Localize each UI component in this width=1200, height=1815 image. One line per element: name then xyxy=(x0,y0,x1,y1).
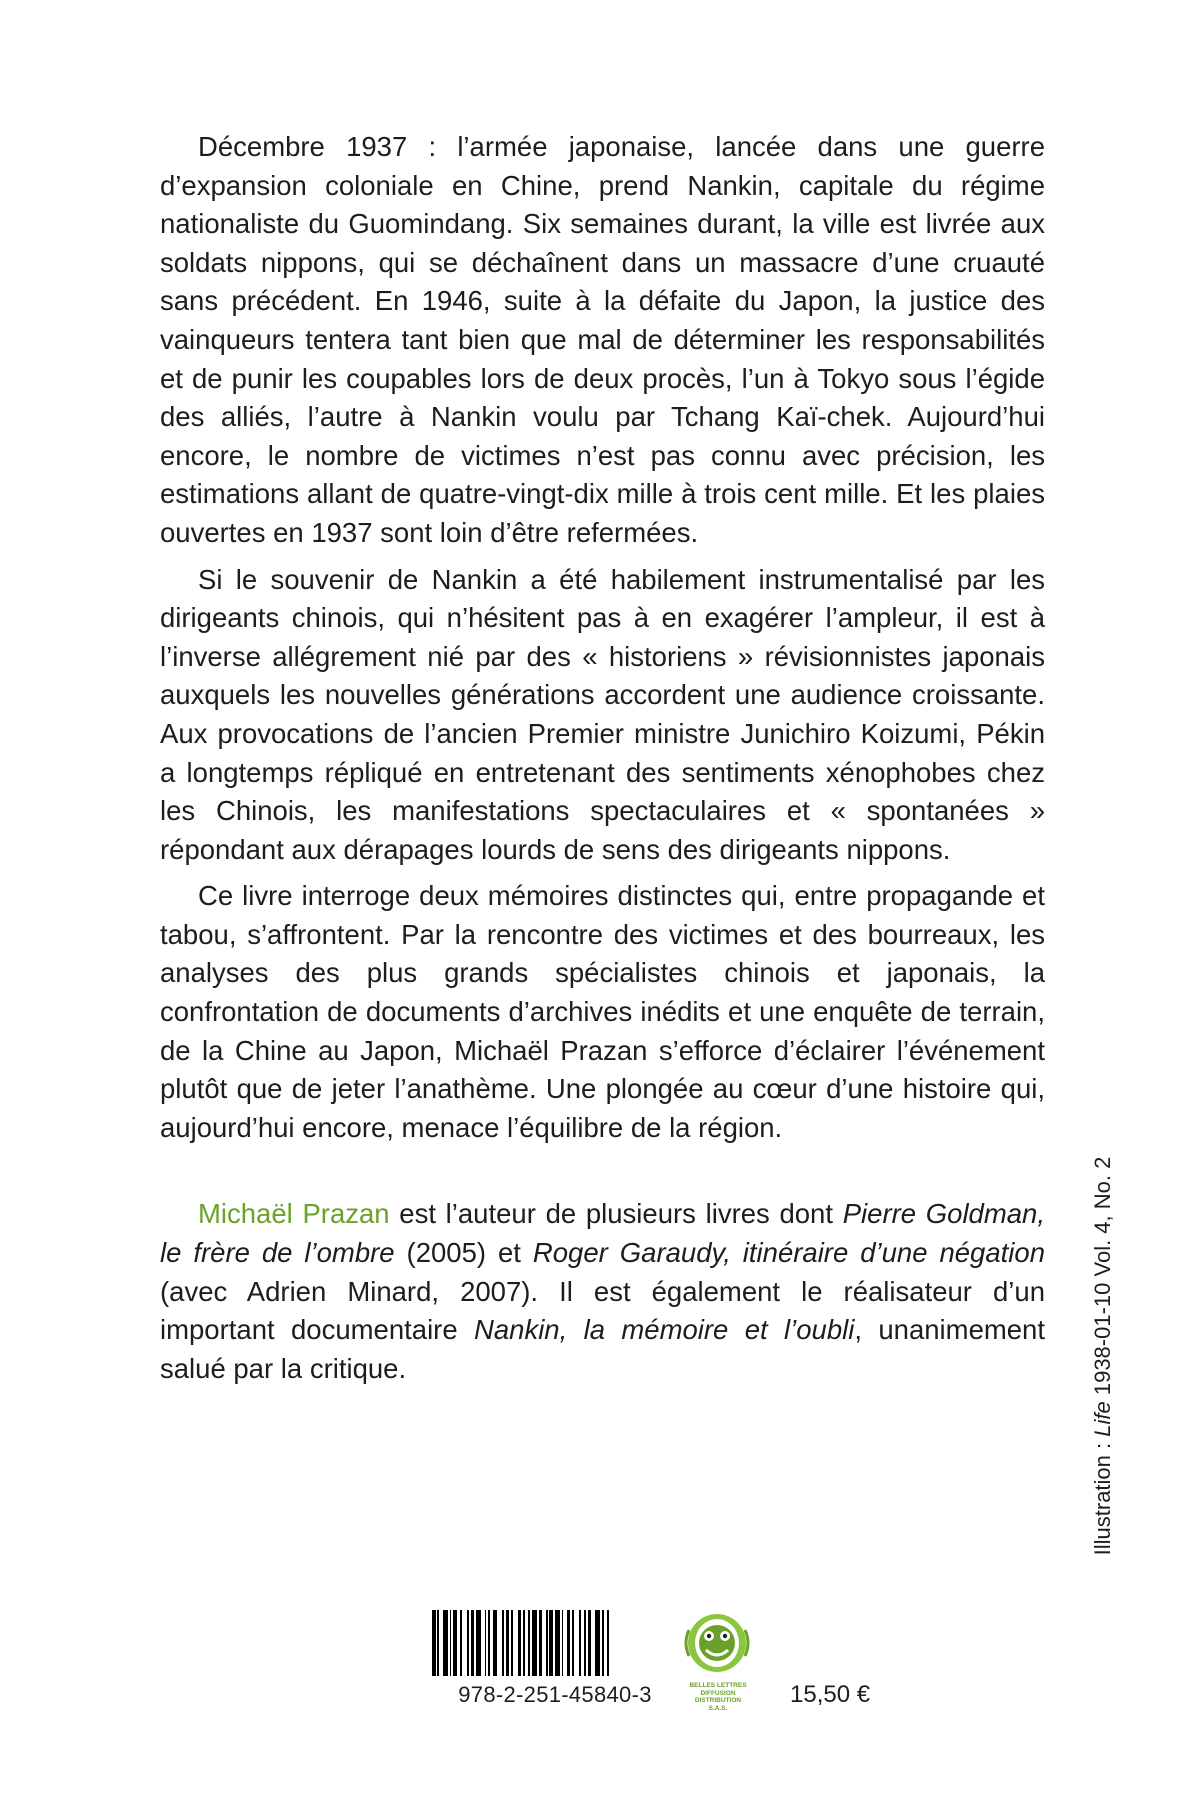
author-bio-text-3: (avec Adrien Minard, 2007). Il est également le réalisateur d’un important documentaire xyxy=(160,1275,1045,1346)
barcode-area xyxy=(430,1610,770,1710)
barcode-bar xyxy=(485,1610,487,1676)
barcode-bar xyxy=(443,1610,448,1676)
barcode-bar xyxy=(584,1610,586,1676)
barcode-bar xyxy=(539,1610,543,1676)
author-bio-text-4: , unanimement salué par la critique. xyxy=(160,1314,1045,1384)
barcode-bar xyxy=(555,1610,560,1676)
barcode-bar xyxy=(523,1610,525,1676)
barcode-bar xyxy=(579,1610,581,1676)
barcode-bar xyxy=(506,1610,510,1676)
barcode-bar xyxy=(567,1610,571,1676)
author-name: Michaël Prazan xyxy=(198,1198,390,1230)
price: 15,50 € xyxy=(790,1681,871,1708)
barcode-bar xyxy=(467,1610,469,1676)
barcode-bar xyxy=(450,1610,452,1676)
barcode-bar xyxy=(488,1610,490,1676)
author-bio xyxy=(160,1195,1045,1388)
blurb-paragraph-3: Ce livre interroge deux mémoires distinctes qui, entre propagande et tabou, s’affrontent. Par la rencontre des victimes et des bourreaux, les analyses des plus grands spécialistes chinois et japonais, la confrontation de documents d’archives inédits et une enquête de terrain, de la Chine au Japon, Michaël Prazan s’efforce d’éclairer l’événement plutôt que de jeter l’anathème. Une plongée au cœur d’une histoire qui, aujourd’hui encore, menace l’équilibre de la région. xyxy=(160,880,1045,1143)
barcode-bar xyxy=(572,1610,574,1676)
barcode-bar xyxy=(493,1610,497,1676)
blurb-paragraph-1: Décembre 1937 : l’armée japonaise, lancée dans une guerre d’expansion coloniale en Chine, prend Nankin, capitale du régime nationaliste du Guomindang. Six semaines durant, la ville est livrée aux soldats nippons, qui se déchaînent dans un massacre d’une cruauté sans précédent. En 1946, suite à la défaite du Japon, la justice des vainqueurs tentera tant bien que mal de déterminer les responsabilités et de punir les coupables lors de deux procès, l’un à Tokyo sous l’égide des alliés, l’autre à Nankin voulu par Tchang Kaï-chek. Aujourd’hui encore, le nombre de victimes n’est pas connu avec précision, les estimations allant de quatre-vingt-dix mille à trois cent mille. Et les plaies ouvertes en 1937 sont loin d’être refermées. xyxy=(160,131,1045,548)
barcode-bar xyxy=(518,1610,522,1676)
barcode-bar xyxy=(453,1610,457,1676)
barcode xyxy=(430,1610,670,1676)
barcode-bar xyxy=(588,1610,592,1676)
isbn-number: 978-2-251-45840-3 xyxy=(458,1682,652,1707)
barcode-bar xyxy=(460,1610,462,1676)
barcode-bar xyxy=(437,1610,439,1676)
barcode-bar xyxy=(595,1610,600,1676)
barcode-bar xyxy=(607,1610,609,1676)
book-title-2: Roger Garaudy, itinéraire d’une négation xyxy=(532,1237,1045,1269)
author-bio-text-1: est l’auteur de plusieurs livres dont xyxy=(389,1198,843,1230)
barcode-bar xyxy=(532,1610,537,1676)
barcode-bar xyxy=(432,1610,436,1676)
credit-magazine: Life xyxy=(1090,1401,1115,1437)
barcode-bar xyxy=(528,1610,530,1676)
blurb-text xyxy=(160,128,1045,1396)
illustration-credit xyxy=(1082,1136,1124,1576)
barcode-bar xyxy=(502,1610,504,1676)
blurb-paragraph-2: Si le souvenir de Nankin a été habilement instrumentalisé par les dirigeants chinois, qui n’hésitent pas à en exagérer l’ampleur, il est à l’inverse allégrement nié par des « historiens » révisionnistes japonais auxquels les nouvelles générations accordent une audience croissante. Aux provocations de l’ancien Premier ministre Junichiro Koizumi, Pékin a longtemps répliqué en entretenant des sentiments xénophobes chez les Chinois, les manifestations spectaculaires et « spontanées » répondant aux dérapages lourds de sens des dirigeants nippons. xyxy=(160,563,1045,865)
barcode-bar xyxy=(546,1610,548,1676)
barcode-bar xyxy=(602,1610,604,1676)
barcode-bar xyxy=(471,1610,475,1676)
barcode-bar xyxy=(549,1610,553,1676)
book-title-1: Pierre Goldman, le frère de l’ombre xyxy=(160,1198,1045,1269)
barcode-bar xyxy=(511,1610,513,1676)
barcode-bar xyxy=(476,1610,481,1676)
author-bio-text-2: (2005) et xyxy=(394,1237,533,1269)
barcode-bar xyxy=(562,1610,564,1676)
credit-prefix: Illustration : xyxy=(1090,1436,1115,1556)
credit-suffix: 1938-01-10 Vol. 4, No. 2 xyxy=(1090,1156,1115,1402)
publisher-name: BELLES LETTRES DIFFUSION DISTRIBUTION S.A.S. xyxy=(689,1682,747,1712)
film-title: Nankin, la mémoire et l’oubli xyxy=(474,1314,855,1346)
